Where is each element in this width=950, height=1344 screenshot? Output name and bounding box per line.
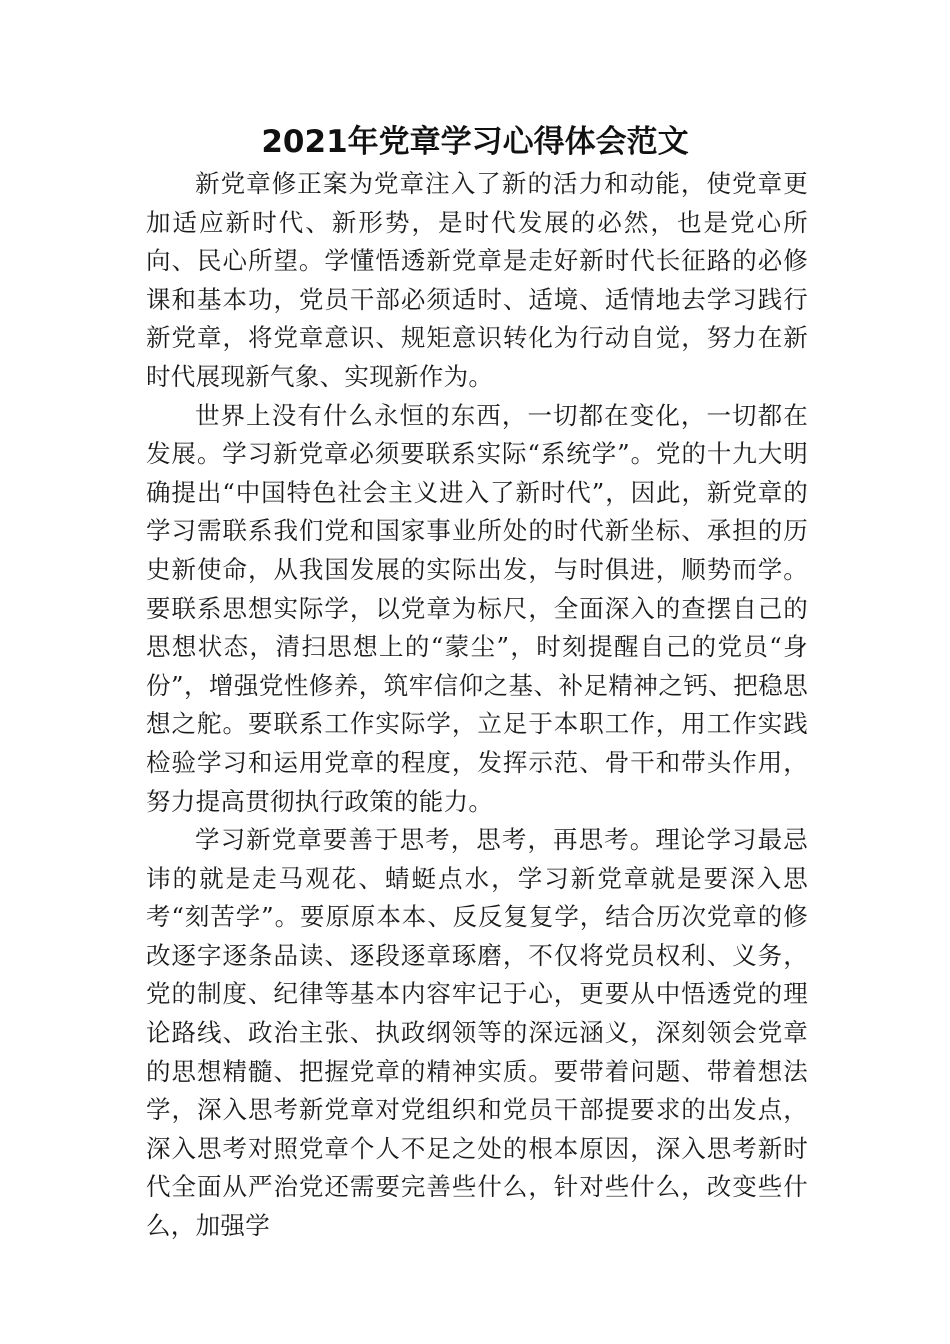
document-title: 2021年党章学习心得体会范文 bbox=[261, 124, 689, 160]
paragraph-2: 世界上没有什么永恒的东西，一切都在变化，一切都在发展。学习新党章必须要联系实际“系统学”。党的十九大明确提出“中国特色社会主义进入了新时代”，因此，新党章的学习需联系我们党和国家事业所处的时代新坐标、承担的历史新使命，从我国发展的实际出发，与时俱进，顺势而学。要联系思想实际学，以党章为标尺，全面深入的查摆自己的思想状态，清扫思想上的“蒙尘”，时刻提醒自己的党员“身份”，增强党性修养，筑牢信仰之基、补足精神之钙、把稳思想之舵。要联系工作实际学，立足于本职工作，用工作实践检验学习和运用党章的程度，发挥示范、骨干和带头作用，努力提高贯彻执行政策的能力。 bbox=[146, 400, 808, 816]
paragraph-3: 学习新党章要善于思考，思考，再思考。理论学习最忌讳的就是走马观花、蜻蜓点水，学习新党章就是要深入思考“刻苦学”。要原原本本、反反复复学，结合历次党章的修改逐字逐条品读、逐段逐章琢磨，不仅将党员权利、义务，党的制度、纪律等基本内容牢记于心，更要从中悟透党的理论路线、政治主张、执政纲领等的深远涵义，深刻领会党章的思想精髓、把握党章的精神实质。要带着问题、带着想法学，深入思考新党章对党组织和党员干部提要求的出发点，深入思考对照党章个人不足之处的根本原因，深入思考新时代全面从严治党还需要完善些什么，针对些什么，改变些什么，加强学 bbox=[146, 825, 808, 1241]
paragraph-1: 新党章修正案为党章注入了新的活力和动能，使党章更加适应新时代、新形势，是时代发展的必然，也是党心所向、民心所望。学懂悟透新党章是走好新时代长征路的必修课和基本功，党员干部必须适时、适境、适情地去学习践行新党章，将党章意识、规矩意识转化为行动自觉，努力在新时代展现新气象、实现新作为。 bbox=[146, 169, 808, 391]
document-body bbox=[146, 165, 808, 1246]
